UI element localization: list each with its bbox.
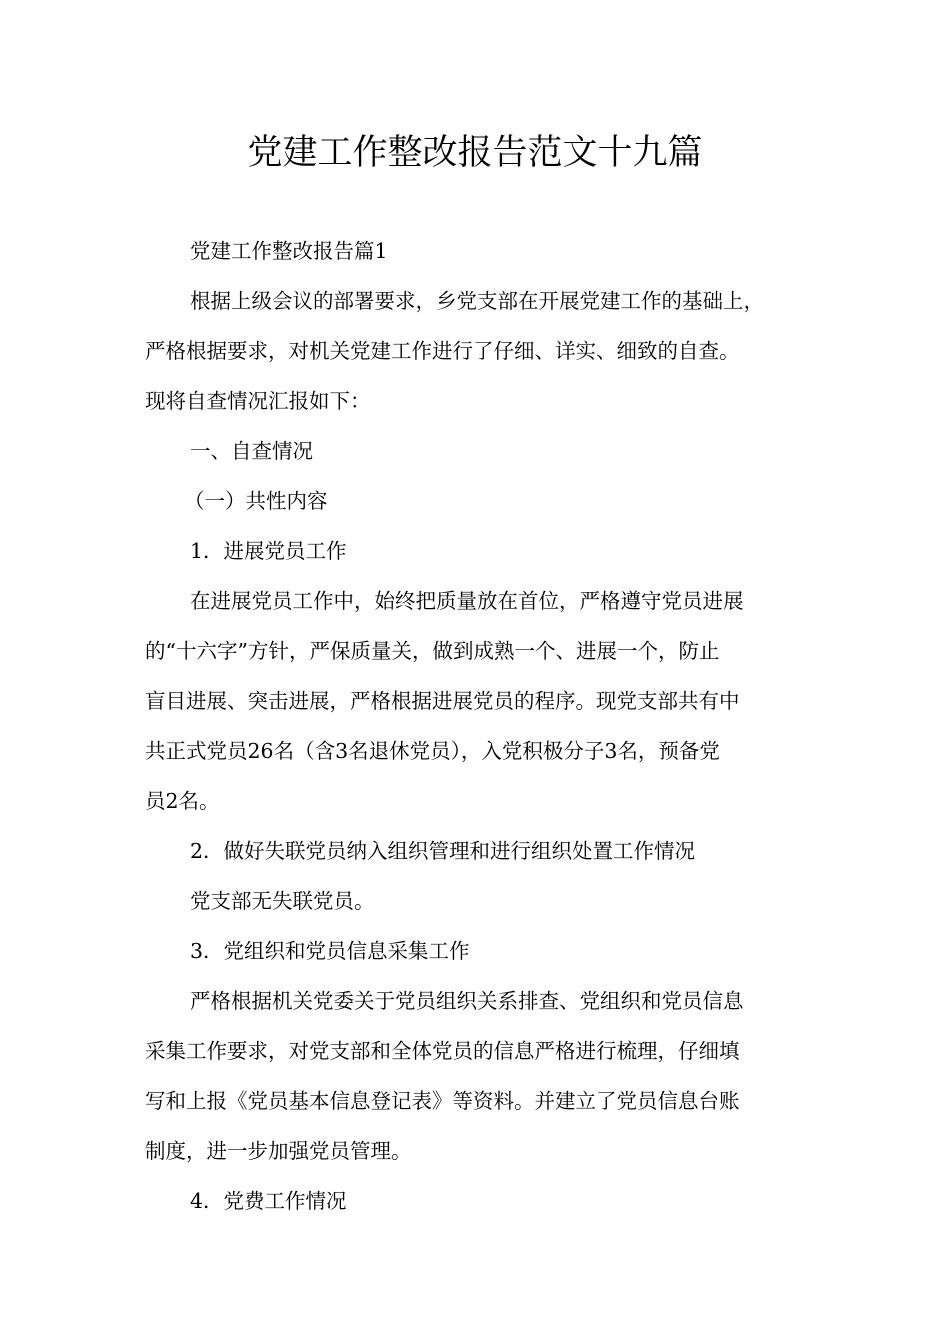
item-heading: 1．进展党员工作 (190, 539, 347, 563)
paragraph-line: 在进展党员工作中，始终把质量放在首位，严格遵守党员进展 (190, 589, 744, 613)
paragraph-line: 根据上级会议的部署要求，乡党支部在开展党建工作的基础上， (190, 289, 764, 313)
paragraph-line: 盲目进展、突击进展，严格根据进展党员的程序。现党支部共有中 (145, 689, 740, 713)
paragraph-line: 员2名。 (145, 789, 220, 813)
paragraph-line: 现将自查情况汇报如下： (145, 389, 371, 413)
paragraph-line: 制度，进一步加强党员管理。 (145, 1139, 412, 1163)
item-heading: 3．党组织和党员信息采集工作 (190, 939, 470, 963)
document-body (145, 226, 815, 1226)
paragraph-line: 党支部无失联党员。 (190, 889, 375, 913)
section-heading: 一、自查情况 (190, 439, 313, 463)
paragraph-line: 严格根据要求，对机关党建工作进行了仔细、详实、细致的自查。 (145, 339, 740, 363)
paragraph-line: 采集工作要求，对党支部和全体党员的信息严格进行梳理，仔细填 (145, 1039, 740, 1063)
paragraph-line: 写和上报《党员基本信息登记表》等资料。并建立了党员信息台账 (145, 1089, 740, 1113)
subsection-heading: （一）共性内容 (184, 489, 328, 513)
paragraph-line: 共正式党员26名（含3名退休党员），入党积极分子3名，预备党 (145, 739, 720, 763)
item-heading: 2．做好失联党员纳入组织管理和进行组织处置工作情况 (190, 839, 696, 863)
section-heading-1: 党建工作整改报告篇1 (190, 239, 388, 263)
paragraph-line: 严格根据机关党委关于党员组织关系排查、党组织和党员信息 (190, 989, 744, 1013)
document-title: 党建工作整改报告范文十九篇 (247, 133, 703, 173)
paragraph-line: 的“十六字”方针，严保质量关，做到成熟一个、进展一个，防止 (145, 639, 720, 663)
item-heading: 4．党费工作情况 (190, 1189, 347, 1213)
